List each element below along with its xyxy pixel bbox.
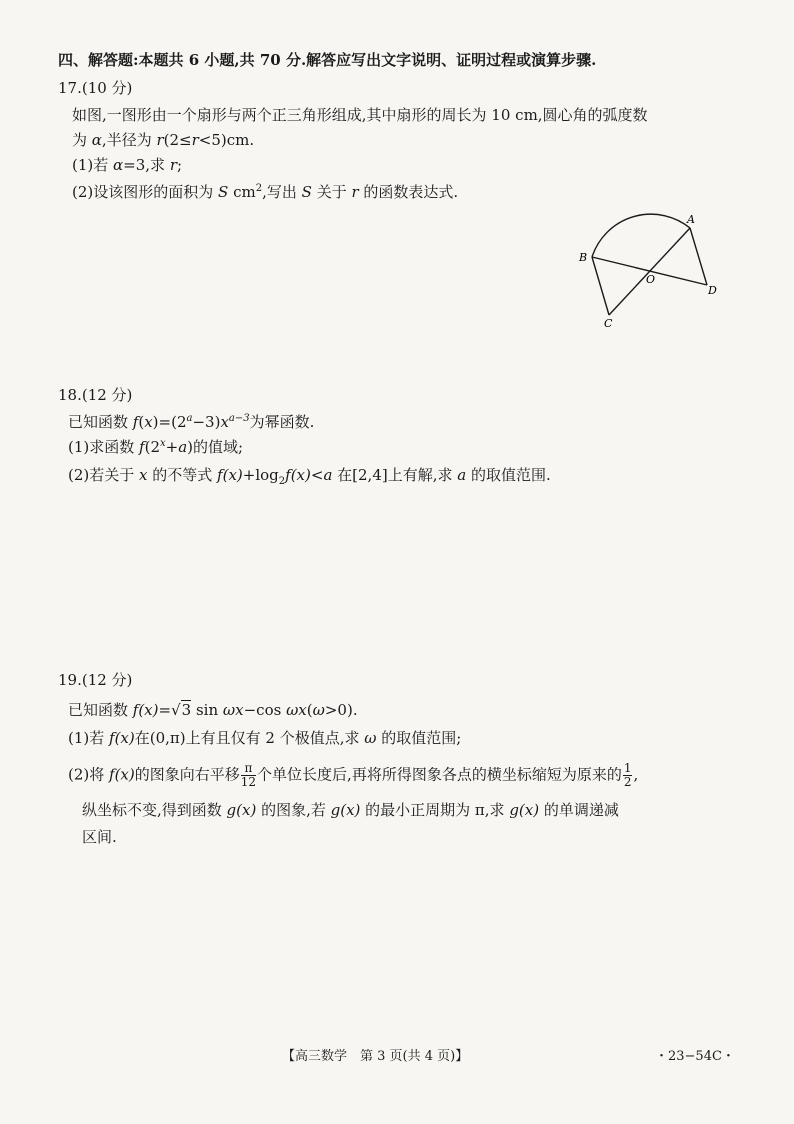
q19-part2-line1: (2)将 f(x)的图象向右平移 $\frac{\pi}{12}$ 个单位长度后,再将所得图象各点的横坐标缩短为原来的 $\frac{1}{2}$ , <box>68 761 639 789</box>
q17-header: 17.(10 分) <box>58 79 133 97</box>
q19-part2-line2: 纵坐标不变,得到函数 g(x) 的图象,若 g(x) 的最小正周期为 π,求 g(x) 的单调递减 <box>82 801 619 819</box>
q17-part2: (2)设该图形的面积为 S $cm^2$,写出 S 关于 r 的函数表达式. <box>72 183 459 201</box>
section-title: 四、解答题:本题共 6 小题,共 70 分.解答应写出文字说明、证明过程或演算步骤. <box>58 51 597 69</box>
label-a: A <box>687 213 695 226</box>
q19-line1: 已知函数 f(x)=√3 sin ωx−cos ωx(ω>0). <box>68 701 358 719</box>
sector-arc <box>592 214 690 257</box>
fraction-one-half: $\frac{1}{2}$ <box>623 761 632 789</box>
footer-code: ・23−54C・ <box>655 1049 735 1064</box>
q17-line1: 如图,一图形由一个扇形与两个正三角形组成,其中扇形的周长为 10 cm,圆心角的弧度数 <box>72 106 648 124</box>
q17-line2: 为 α,半径为 r(2≤r<5)cm. <box>72 131 255 149</box>
label-o: O <box>646 273 656 286</box>
sector-triangle-figure <box>572 205 722 335</box>
label-c: C <box>604 317 613 330</box>
footer-page-info: 【高三数学 第 3 页(共 4 页)】 <box>282 1049 469 1064</box>
segment-ad <box>690 228 707 285</box>
label-d: D <box>708 284 717 297</box>
q19-part1: (1)若 f(x)在(0,π)上有且仅有 2 个极值点,求 ω 的取值范围; <box>68 729 462 747</box>
segment-ac <box>609 228 690 315</box>
q18-part1: (1)求函数 $f(2^x+a)$的值域; <box>68 438 244 456</box>
q19-header: 19.(12 分) <box>58 671 133 689</box>
q19-part2-line3: 区间. <box>82 828 117 846</box>
q18-part2: (2)若关于 x 的不等式 $f(x)+\log_2f(x)<a$ 在[2,4]上有解,求 a 的取值范围. <box>68 466 551 487</box>
q18-header: 18.(12 分) <box>58 386 133 404</box>
q18-line1: 已知函数 $f(x)=(2^a-3)x^{a-3}$为幂函数. <box>68 413 315 431</box>
label-b: B <box>579 251 588 264</box>
segment-bc <box>592 257 609 315</box>
q17-part1: (1)若 α=3,求 r; <box>72 156 183 174</box>
fraction-pi-over-12: $\frac{\pi}{12}$ <box>240 761 257 789</box>
